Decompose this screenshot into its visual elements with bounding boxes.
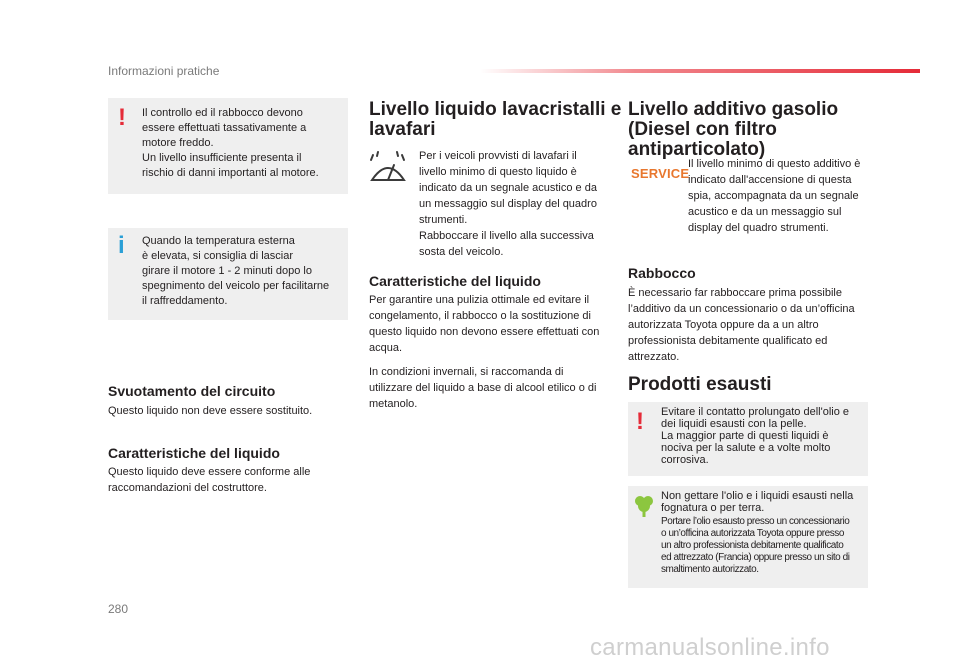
page-number: 280 — [108, 602, 129, 616]
middle-caratteristiche-title: Caratteristiche del liquido — [369, 273, 541, 289]
svuotamento-title: Svuotamento del circuito — [108, 383, 276, 399]
warning-exclamation-icon: ! — [118, 104, 126, 131]
washer-fluid-icon — [368, 150, 408, 186]
lavacristalli-title: Livello liquido lavacristalli e lavafari — [369, 99, 622, 140]
warning-exclamation-icon: ! — [636, 408, 644, 435]
service-text: Il livello minimo di questo additivo è indicato dall'accensione di questa spia, accompagnata da un segnale acustico e da un messaggio sul display del quadro strumenti. — [688, 158, 861, 234]
service-icon: SERVICE — [631, 166, 690, 181]
middle-para-2: In condizioni invernali, si raccomanda di utilizzare del liquido a base di alcool etilico o di metanolo. — [369, 366, 597, 410]
eco-tree-icon — [634, 494, 654, 518]
prodotti-eco-small-text: Portare l’olio esausto presso un concessionario o un’officina autorizzata Toyota oppure presso un altro professionista debitamente qualificato ed attrezzato (Francia) oppure presso un sito di smaltimento autorizzato. — [661, 516, 850, 575]
watermark: carmanualsonline.info — [590, 634, 830, 661]
info-box — [108, 228, 348, 320]
middle-para-1: Per garantire una pulizia ottimale ed evitare il congelamento, il rabbocco o la sostituzione di questo liquido non devono essere effettuati con acqua. — [369, 294, 600, 354]
prodotti-warning-text: Evitare il contatto prolungato dell'olio e dei liquidi esausti con la pelle. La maggior parte di questi liquidi è nociva per la salute e a volte molto corrosiva. — [661, 406, 849, 466]
lavacristalli-icon-text: Per i veicoli provvisti di lavafari il livello minimo di questo liquido è indicato da un segnale acustico e da un messaggio sul display del quadro strumenti. Rabboccare il livello alla successiva sosta del veicolo. — [419, 150, 597, 258]
info-icon: i — [118, 232, 125, 259]
prodotti-eco-text: Non gettare l'olio e i liquidi esausti nella fognatura o per terra. — [661, 490, 854, 514]
header-title: Informazioni pratiche — [108, 64, 220, 78]
rabbocco-title: Rabbocco — [628, 265, 696, 281]
info-text: Quando la temperatura esterna è elevata, si consiglia di lasciar girare il motore 1 - 2 minuti dopo lo spegnimento del veicolo per facilitarne il raffreddamento. — [142, 235, 330, 307]
rabbocco-text: È necessario far rabboccare prima possibile l’additivo da un concessionario o da un’officina autorizzata Toyota oppure da a un altro professionista debitamente qualificato ed attrezzato. — [628, 287, 855, 363]
prodotti-title: Prodotti esausti — [628, 374, 772, 395]
left-caratteristiche-title: Caratteristiche del liquido — [108, 445, 280, 461]
svuotamento-text: Questo liquido non deve essere sostituito. — [108, 405, 313, 417]
prodotti-warning-box — [628, 402, 868, 476]
warning-text: Il controllo ed il rabbocco devono essere effettuati tassativamente a motore freddo. Un livello insufficiente presenta il rischio di danni importanti al motore. — [142, 107, 319, 179]
warning-box — [108, 98, 348, 194]
prodotti-eco-box — [628, 486, 868, 588]
header-accent-bar — [480, 69, 920, 73]
left-caratteristiche-text: Questo liquido deve essere conforme alle raccomandazioni del costruttore. — [108, 466, 311, 494]
additivo-title: Livello additivo gasolio (Diesel con filtro antiparticolato) — [628, 99, 839, 160]
